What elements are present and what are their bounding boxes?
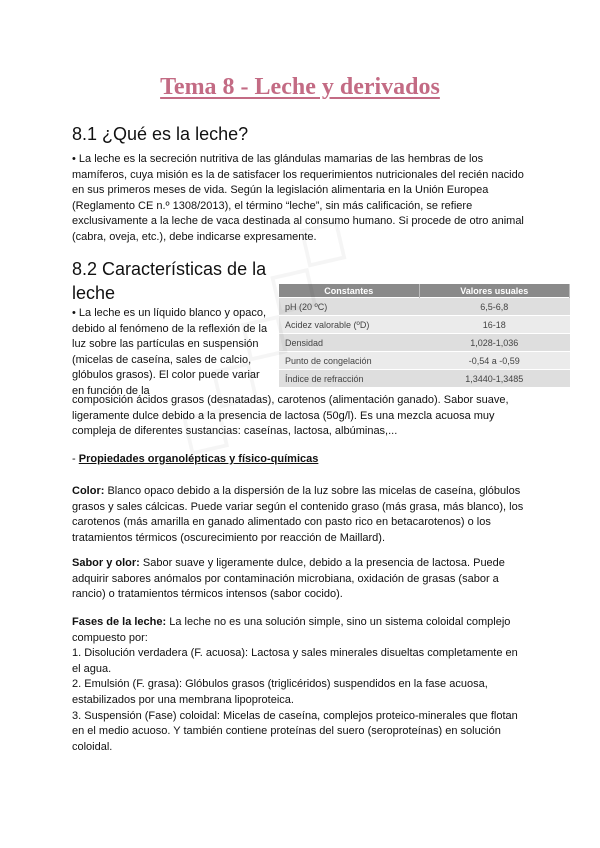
list-item: 1. Disolución verdadera (F. acuosa): Lactosa y sales minerales disueltas completamente en el agua. bbox=[72, 647, 518, 675]
sabor-paragraph bbox=[72, 556, 528, 603]
table-cell-constant: Índice de refracción bbox=[279, 370, 419, 388]
table-cell-constant: Punto de congelación bbox=[279, 352, 419, 370]
table-cell-value: -0,54 a -0,59 bbox=[419, 352, 570, 370]
sabor-text: Sabor suave y ligeramente dulce, debido a la presencia de lactosa. Puede adquirir sabores anómalos por contaminación microbiana, oxidación de grasas (sabor a rancio) o tratamientos térmicos intensos (sabor cocido). bbox=[72, 557, 505, 601]
color-text: Blanco opaco debido a la dispersión de la luz sobre las micelas de caseína, glóbulos grasos y sales cálcicas. Puede variar según el contenido graso (más grasa, más blanco), los carotenos (más amarilla en ganado alimentado con pasto rico en betacarotenos) o los tratamientos térmicos (oscurecimiento por reacción de Maillard). bbox=[72, 485, 524, 544]
table-row bbox=[279, 316, 570, 334]
table-header-valores: Valores usuales bbox=[419, 284, 570, 298]
subheading-prefix: - bbox=[72, 453, 79, 465]
properties-heading: Propiedades organolépticas y físico-químicas bbox=[78, 453, 319, 465]
section-81-text: • La leche es la secreción nutritiva de las glándulas mamarias de las hembras de los mamíferos, cuya misión es la de satisfacer los requerimientos nutricionales del recién nacido en sus primeros meses de vida. Según la legislación alimentaria en la Unión Europea (Reglamento CE n.º 1308/2013), el término “leche”, sin más calificación, se refiere exclusivamente a la leche de vaca destinada al consumo humano. Si procede de otro animal (cabra, oveja, etc.), debe indicarse expresamente. bbox=[72, 153, 524, 243]
table-cell-constant: Densidad bbox=[279, 334, 419, 352]
section-82-text-part2: composición ácidos grasos (desnatadas), carotenos (alimentación ganado). Sabor suave, ligeramente dulce debido a la presencia de lactosa (50g/l). Es una mezcla acuosa muy compleja de diferentes sustancias: caseínas, lactosa, albúminas,... bbox=[72, 394, 509, 438]
table-cell-constant: Acidez valorable (ºD) bbox=[279, 316, 419, 334]
table-cell-value: 1,3440-1,3485 bbox=[419, 370, 570, 388]
fases-label: Fases de la leche: bbox=[72, 616, 167, 628]
table-header-constantes: Constantes bbox=[279, 284, 419, 298]
sabor-label: Sabor y olor: bbox=[72, 557, 140, 569]
fases-intro: La leche no es una solución simple, sino un sistema coloidal complejo compuesto por: bbox=[72, 616, 511, 644]
table-cell-value: 16-18 bbox=[419, 316, 570, 334]
fases-paragraph bbox=[72, 615, 528, 755]
table-row bbox=[279, 370, 570, 388]
page-title: Tema 8 - Leche y derivados bbox=[160, 74, 440, 100]
section-82-text-part1: • La leche es un líquido blanco y opaco, debido al fenómeno de la reflexión de la luz sobre las partículas en suspensión (micelas de caseína, sales de calcio, glóbulos grasos). El color puede variar en función de la bbox=[72, 307, 268, 397]
section-81-heading: 8.1 ¿Qué es la leche? bbox=[72, 124, 249, 144]
table-cell-constant: pH (20 ºC) bbox=[279, 298, 419, 316]
section-82-heading: 8.2 Características de la leche bbox=[72, 259, 267, 303]
table-row bbox=[279, 334, 570, 352]
color-label: Color: bbox=[72, 485, 105, 497]
table-cell-value: 6,5-6,8 bbox=[419, 298, 570, 316]
table-row bbox=[279, 352, 570, 370]
list-item: 3. Suspensión (Fase) coloidal: Micelas de caseína, complejos proteico-minerales que flotan en el medio acuoso. Y también contiene proteínas del suero (seroproteínas) en solución coloidal. bbox=[72, 709, 518, 753]
table-cell-value: 1,028-1,036 bbox=[419, 334, 570, 352]
list-item: 2. Emulsión (F. grasa): Glóbulos grasos (triglicéridos) suspendidos en la fase acuosa, estabilizados por una membrana lipoproteica. bbox=[72, 678, 488, 706]
color-paragraph bbox=[72, 484, 528, 546]
